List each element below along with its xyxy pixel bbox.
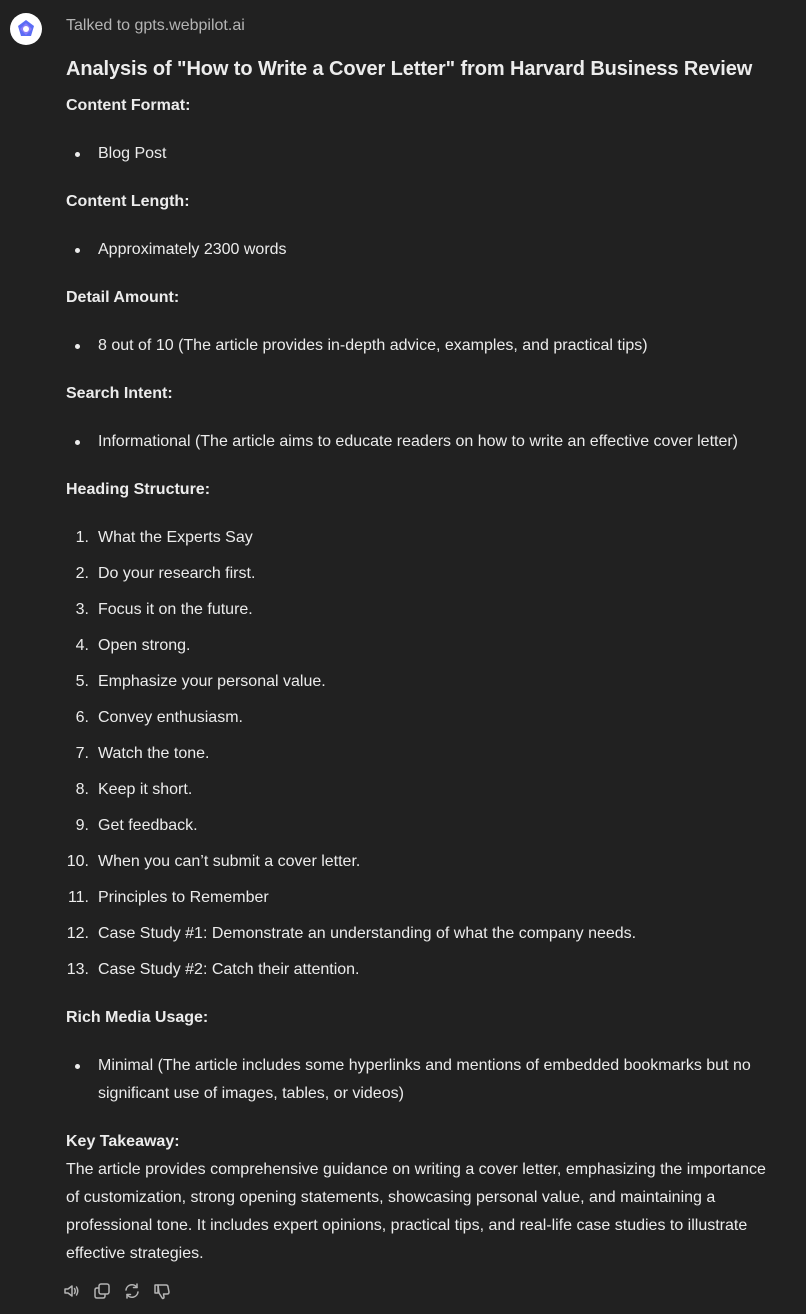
assistant-message (66, 56, 776, 1268)
length-list (66, 236, 776, 264)
takeaway-text: The article provides comprehensive guidance on writing a cover letter, emphasizing the importance of customization, strong opening statements, showcasing personal value, and maintaining a professional tone. It includes expert opinions, practical tips, and real-life case studies to illustrate effective strategies. (66, 1161, 766, 1262)
list-item: 4. Open strong. (75, 637, 191, 654)
list-item: 9. Get feedback. (75, 817, 198, 834)
section-label-media: Rich Media Usage: (66, 1009, 209, 1026)
avatar (10, 13, 42, 45)
list-item: Informational (The article aims to educate readers on how to write an effective cover letter) (66, 428, 776, 456)
list-item: Approximately 2300 words (66, 236, 776, 264)
section-label-intent: Search Intent: (66, 385, 173, 402)
tool-status[interactable]: Talked to gpts.webpilot.ai (66, 17, 245, 34)
list-item: 12. Case Study #1: Demonstrate an understanding of what the company needs. (66, 925, 637, 942)
detail-list (66, 332, 776, 360)
list-item: 1. What the Experts Say (75, 529, 253, 546)
section-label-takeaway: Key Takeaway: (66, 1133, 180, 1150)
list-item: 5. Emphasize your personal value. (75, 673, 326, 690)
list-item: 6. Convey enthusiasm. (75, 709, 243, 726)
thumbs-down-icon[interactable] (152, 1280, 172, 1302)
list-item: 8. Keep it short. (75, 781, 193, 798)
list-item: 10. When you can’t submit a cover letter. (66, 853, 361, 870)
regenerate-icon[interactable] (122, 1280, 142, 1302)
section-label-format: Content Format: (66, 97, 191, 114)
webpilot-logo-icon (14, 17, 38, 41)
list-item: Minimal (The article includes some hyperlinks and mentions of embedded bookmarks but no significant use of images, tables, or videos) (66, 1052, 776, 1108)
list-item: 2. Do your research first. (75, 565, 256, 582)
list-item: 3. Focus it on the future. (75, 601, 253, 618)
section-label-headings: Heading Structure: (66, 481, 211, 498)
media-list (66, 1052, 776, 1108)
message-actions (62, 1280, 172, 1302)
message-title: Analysis of "How to Write a Cover Letter" from Harvard Business Review (66, 58, 753, 80)
copy-icon[interactable] (92, 1280, 112, 1302)
intent-list (66, 428, 776, 456)
section-label-length: Content Length: (66, 193, 190, 210)
speaker-icon[interactable] (62, 1280, 82, 1302)
list-item: 7. Watch the tone. (75, 745, 210, 762)
list-item: 8 out of 10 (The article provides in-depth advice, examples, and practical tips) (66, 332, 776, 360)
list-item: Blog Post (66, 140, 776, 168)
format-list (66, 140, 776, 168)
list-item: 11. Principles to Remember (67, 889, 269, 906)
headings-list (66, 520, 776, 988)
section-label-detail: Detail Amount: (66, 289, 180, 306)
list-item: 13. Case Study #2: Catch their attention. (66, 961, 360, 978)
